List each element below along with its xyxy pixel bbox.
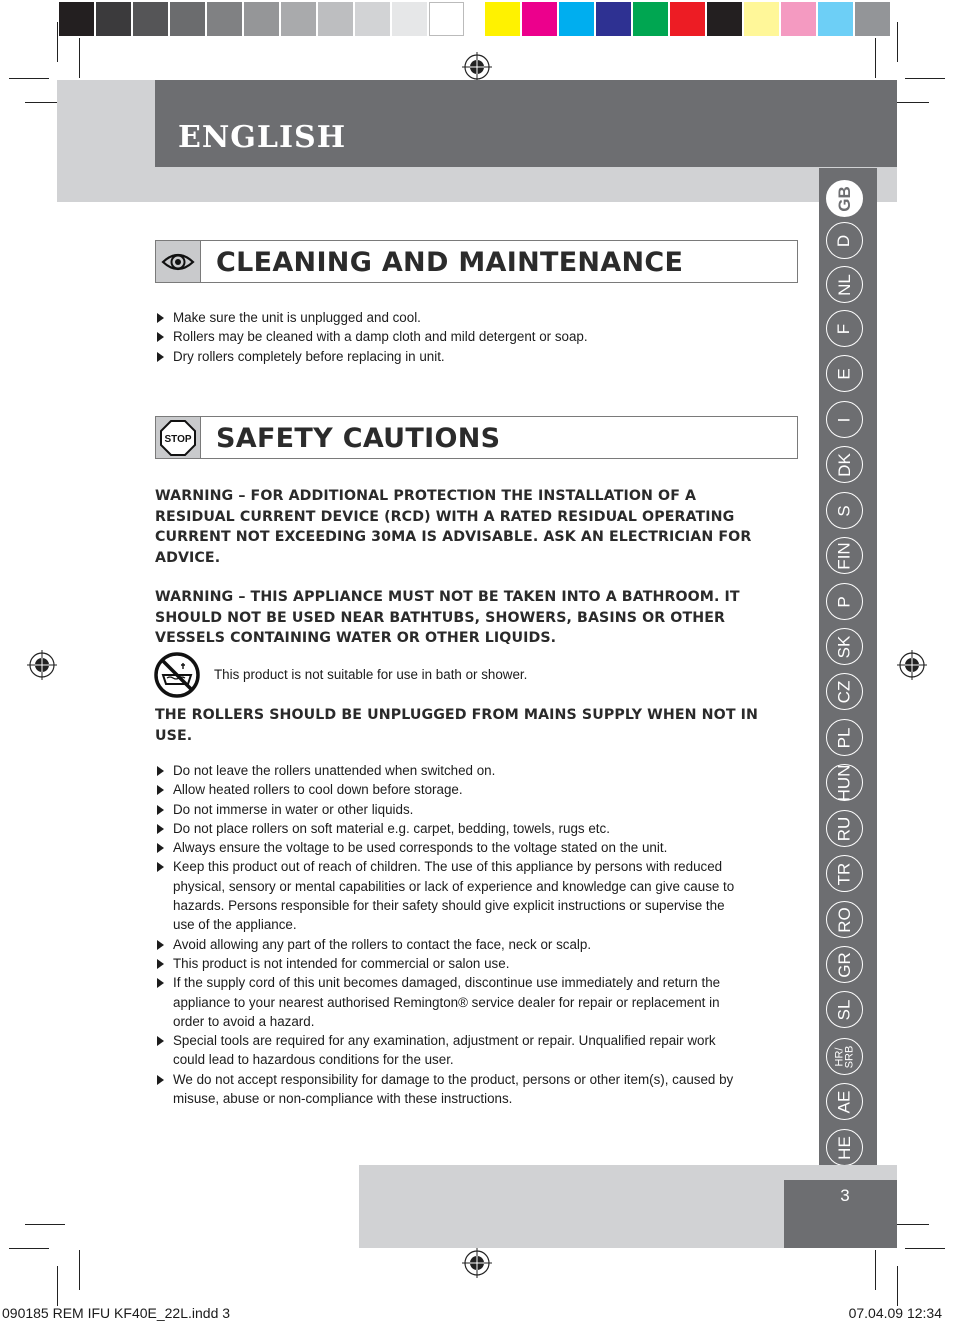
color-swatch xyxy=(244,2,279,36)
page-number: 3 xyxy=(840,1186,850,1205)
tab-language-e[interactable] xyxy=(826,355,863,392)
color-swatch xyxy=(633,2,668,36)
registration-mark-icon xyxy=(462,1248,492,1278)
tab-language-cz[interactable] xyxy=(826,673,863,710)
tab-label: AE xyxy=(834,1090,854,1113)
list-item: If the supply cord of this unit becomes damaged, discontinue use immediately and return the appliance to your nearest authorised Remington® service dealer for repair or replacement in order to avoid a hazard. xyxy=(155,973,745,1031)
color-swatch xyxy=(818,2,853,36)
svg-text:STOP: STOP xyxy=(164,433,192,445)
tab-label: HE xyxy=(834,1135,854,1160)
bath-note: This product is not suitable for use in bath or shower. xyxy=(214,667,528,682)
tab-language-gr[interactable] xyxy=(826,946,863,983)
cleaning-section-header xyxy=(155,240,798,283)
tab-language-sk[interactable] xyxy=(826,628,863,665)
list-item: We do not accept responsibility for damage to the product, persons or other item(s), caused by misuse, abuse or non-compliance with these instructions. xyxy=(155,1070,745,1109)
color-swatch xyxy=(59,2,94,36)
list-item: This product is not intended for commercial or salon use. xyxy=(155,954,745,973)
color-swatch xyxy=(485,2,520,36)
tab-label: RU xyxy=(834,816,854,841)
registration-mark-icon xyxy=(27,650,57,680)
crop-mark xyxy=(9,1248,49,1249)
footer-date: 07.04.09 12:34 xyxy=(848,1305,942,1321)
tab-language-gb[interactable] xyxy=(826,180,863,217)
crop-mark xyxy=(905,1248,945,1249)
tab-label: I xyxy=(834,417,854,422)
unplug-warning: THE ROLLERS SHOULD BE UNPLUGGED FROM MAINS SUPPLY WHEN NOT IN USE. xyxy=(155,707,758,744)
color-swatch xyxy=(781,2,816,36)
page-title: ENGLISH xyxy=(178,120,347,155)
crop-mark xyxy=(905,78,945,79)
tab-language-nl[interactable] xyxy=(826,266,863,303)
tab-label: NL xyxy=(834,273,854,296)
footer-file-name: 090185 REM IFU KF40E_22L.indd 3 xyxy=(2,1305,231,1321)
list-item: Rollers may be cleaned with a damp cloth and mild detergent or soap. xyxy=(155,327,755,346)
crop-mark xyxy=(57,22,58,62)
safety-list xyxy=(155,761,745,1108)
tab-label: RO xyxy=(834,906,854,933)
list-item: Allow heated rollers to cool down before storage. xyxy=(155,780,745,799)
registration-mark-icon xyxy=(897,650,927,680)
tab-label: HUN xyxy=(834,764,854,801)
crop-mark xyxy=(875,1250,876,1290)
color-swatch xyxy=(133,2,168,36)
tab-label: SL xyxy=(834,999,854,1020)
crop-mark xyxy=(79,38,80,78)
stop-sign-icon xyxy=(156,417,201,458)
list-item: Keep this product out of reach of children. The use of this appliance by persons with reduced physical, sensory or mental capabilities or lack of experience and knowledge can give cause to hazards. Persons responsible for their safety should give explicit instructions or supervise the use of the appliance. xyxy=(155,857,745,934)
tab-label: TR xyxy=(834,862,854,885)
list-item: Dry rollers completely before replacing in unit. xyxy=(155,347,755,366)
tab-label: D xyxy=(834,234,854,247)
safety-section-header xyxy=(155,416,798,459)
crop-mark xyxy=(9,78,49,79)
tab-label: DK xyxy=(834,452,854,477)
tab-language-hun[interactable] xyxy=(826,764,863,801)
tab-language-i[interactable] xyxy=(826,401,863,438)
crop-mark xyxy=(875,38,876,78)
list-item: Special tools are required for any examination, adjustment or repair. Unqualified repair work could lead to hazardous conditions for the user. xyxy=(155,1031,745,1070)
crop-mark xyxy=(57,1266,58,1306)
list-item: Do not place rollers on soft material e.g. carpet, bedding, towels, rugs etc. xyxy=(155,819,745,838)
tab-language-ro[interactable] xyxy=(826,901,863,938)
tab-label: P xyxy=(834,595,854,608)
color-swatch xyxy=(707,2,742,36)
tab-label: CZ xyxy=(834,680,854,703)
tab-label: F xyxy=(834,323,854,334)
tab-label: S xyxy=(834,504,854,517)
color-swatch xyxy=(429,2,464,36)
tab-language-s[interactable] xyxy=(826,492,863,529)
tab-label: PL xyxy=(834,727,854,748)
list-item: Avoid allowing any part of the rollers to contact the face, neck or scalp. xyxy=(155,935,745,954)
color-swatch xyxy=(855,2,890,36)
rcd-warning: WARNING – FOR ADDITIONAL PROTECTION THE INSTALLATION OF A RESIDUAL CURRENT DEVICE (RCD) WITH A RATED RESIDUAL OPERATING CURRENT NOT EXCEEDING 30MA IS ADVISABLE. ASK AN ELECTRICIAN FOR ADVICE. xyxy=(155,488,752,566)
color-swatch xyxy=(596,2,631,36)
crop-mark xyxy=(897,22,898,62)
tab-label: GB xyxy=(834,185,854,212)
color-swatch xyxy=(170,2,205,36)
color-swatch xyxy=(392,2,427,36)
list-item: Do not immerse in water or other liquids. xyxy=(155,800,745,819)
crop-mark xyxy=(897,1266,898,1306)
tab-label: GR xyxy=(834,951,854,978)
tab-language-p[interactable] xyxy=(826,583,863,620)
tab-language-d[interactable] xyxy=(826,222,863,259)
tab-language-tr[interactable] xyxy=(826,855,863,892)
tab-label: E xyxy=(834,367,854,380)
color-swatch xyxy=(522,2,557,36)
cleaning-title: CLEANING AND MAINTENANCE xyxy=(216,247,684,278)
crop-mark xyxy=(25,1224,65,1225)
tab-label: FIN xyxy=(834,541,854,570)
tab-language-dk[interactable] xyxy=(826,446,863,483)
color-swatch xyxy=(670,2,705,36)
safety-title: SAFETY CAUTIONS xyxy=(216,423,501,454)
color-swatch xyxy=(281,2,316,36)
eye-icon xyxy=(156,241,201,282)
tab-label: SK xyxy=(834,635,854,658)
no-bath-icon xyxy=(153,651,201,699)
list-item: Make sure the unit is unplugged and cool. xyxy=(155,308,755,327)
bathroom-warning: WARNING – THIS APPLIANCE MUST NOT BE TAKEN INTO A BATHROOM. IT SHOULD NOT BE USED NEAR BATHTUBS, SHOWERS, BASINS OR OTHER VESSELS CONTAINING WATER OR OTHER LIQUIDS. xyxy=(155,589,740,646)
tab-language-f[interactable] xyxy=(826,310,863,347)
crop-mark xyxy=(79,1250,80,1290)
color-swatch xyxy=(318,2,353,36)
list-item: Always ensure the voltage to be used corresponds to the voltage stated on the unit. xyxy=(155,838,745,857)
tab-language-fin[interactable] xyxy=(826,537,863,574)
tab-language-he[interactable] xyxy=(826,1129,863,1166)
color-swatch xyxy=(96,2,131,36)
tab-language-sl[interactable] xyxy=(826,991,863,1028)
tab-language-ru[interactable] xyxy=(826,810,863,847)
list-item: Do not leave the rollers unattended when switched on. xyxy=(155,761,745,780)
cleaning-list xyxy=(155,308,755,366)
tab-label: HR/ SRB xyxy=(833,1045,856,1068)
color-swatch xyxy=(744,2,779,36)
color-swatch xyxy=(207,2,242,36)
tab-language-hr-srb[interactable] xyxy=(826,1038,863,1075)
registration-mark-icon xyxy=(462,52,492,82)
tab-language-pl[interactable] xyxy=(826,719,863,756)
color-swatch xyxy=(355,2,390,36)
tab-language-ae[interactable] xyxy=(826,1083,863,1120)
color-swatch xyxy=(559,2,594,36)
